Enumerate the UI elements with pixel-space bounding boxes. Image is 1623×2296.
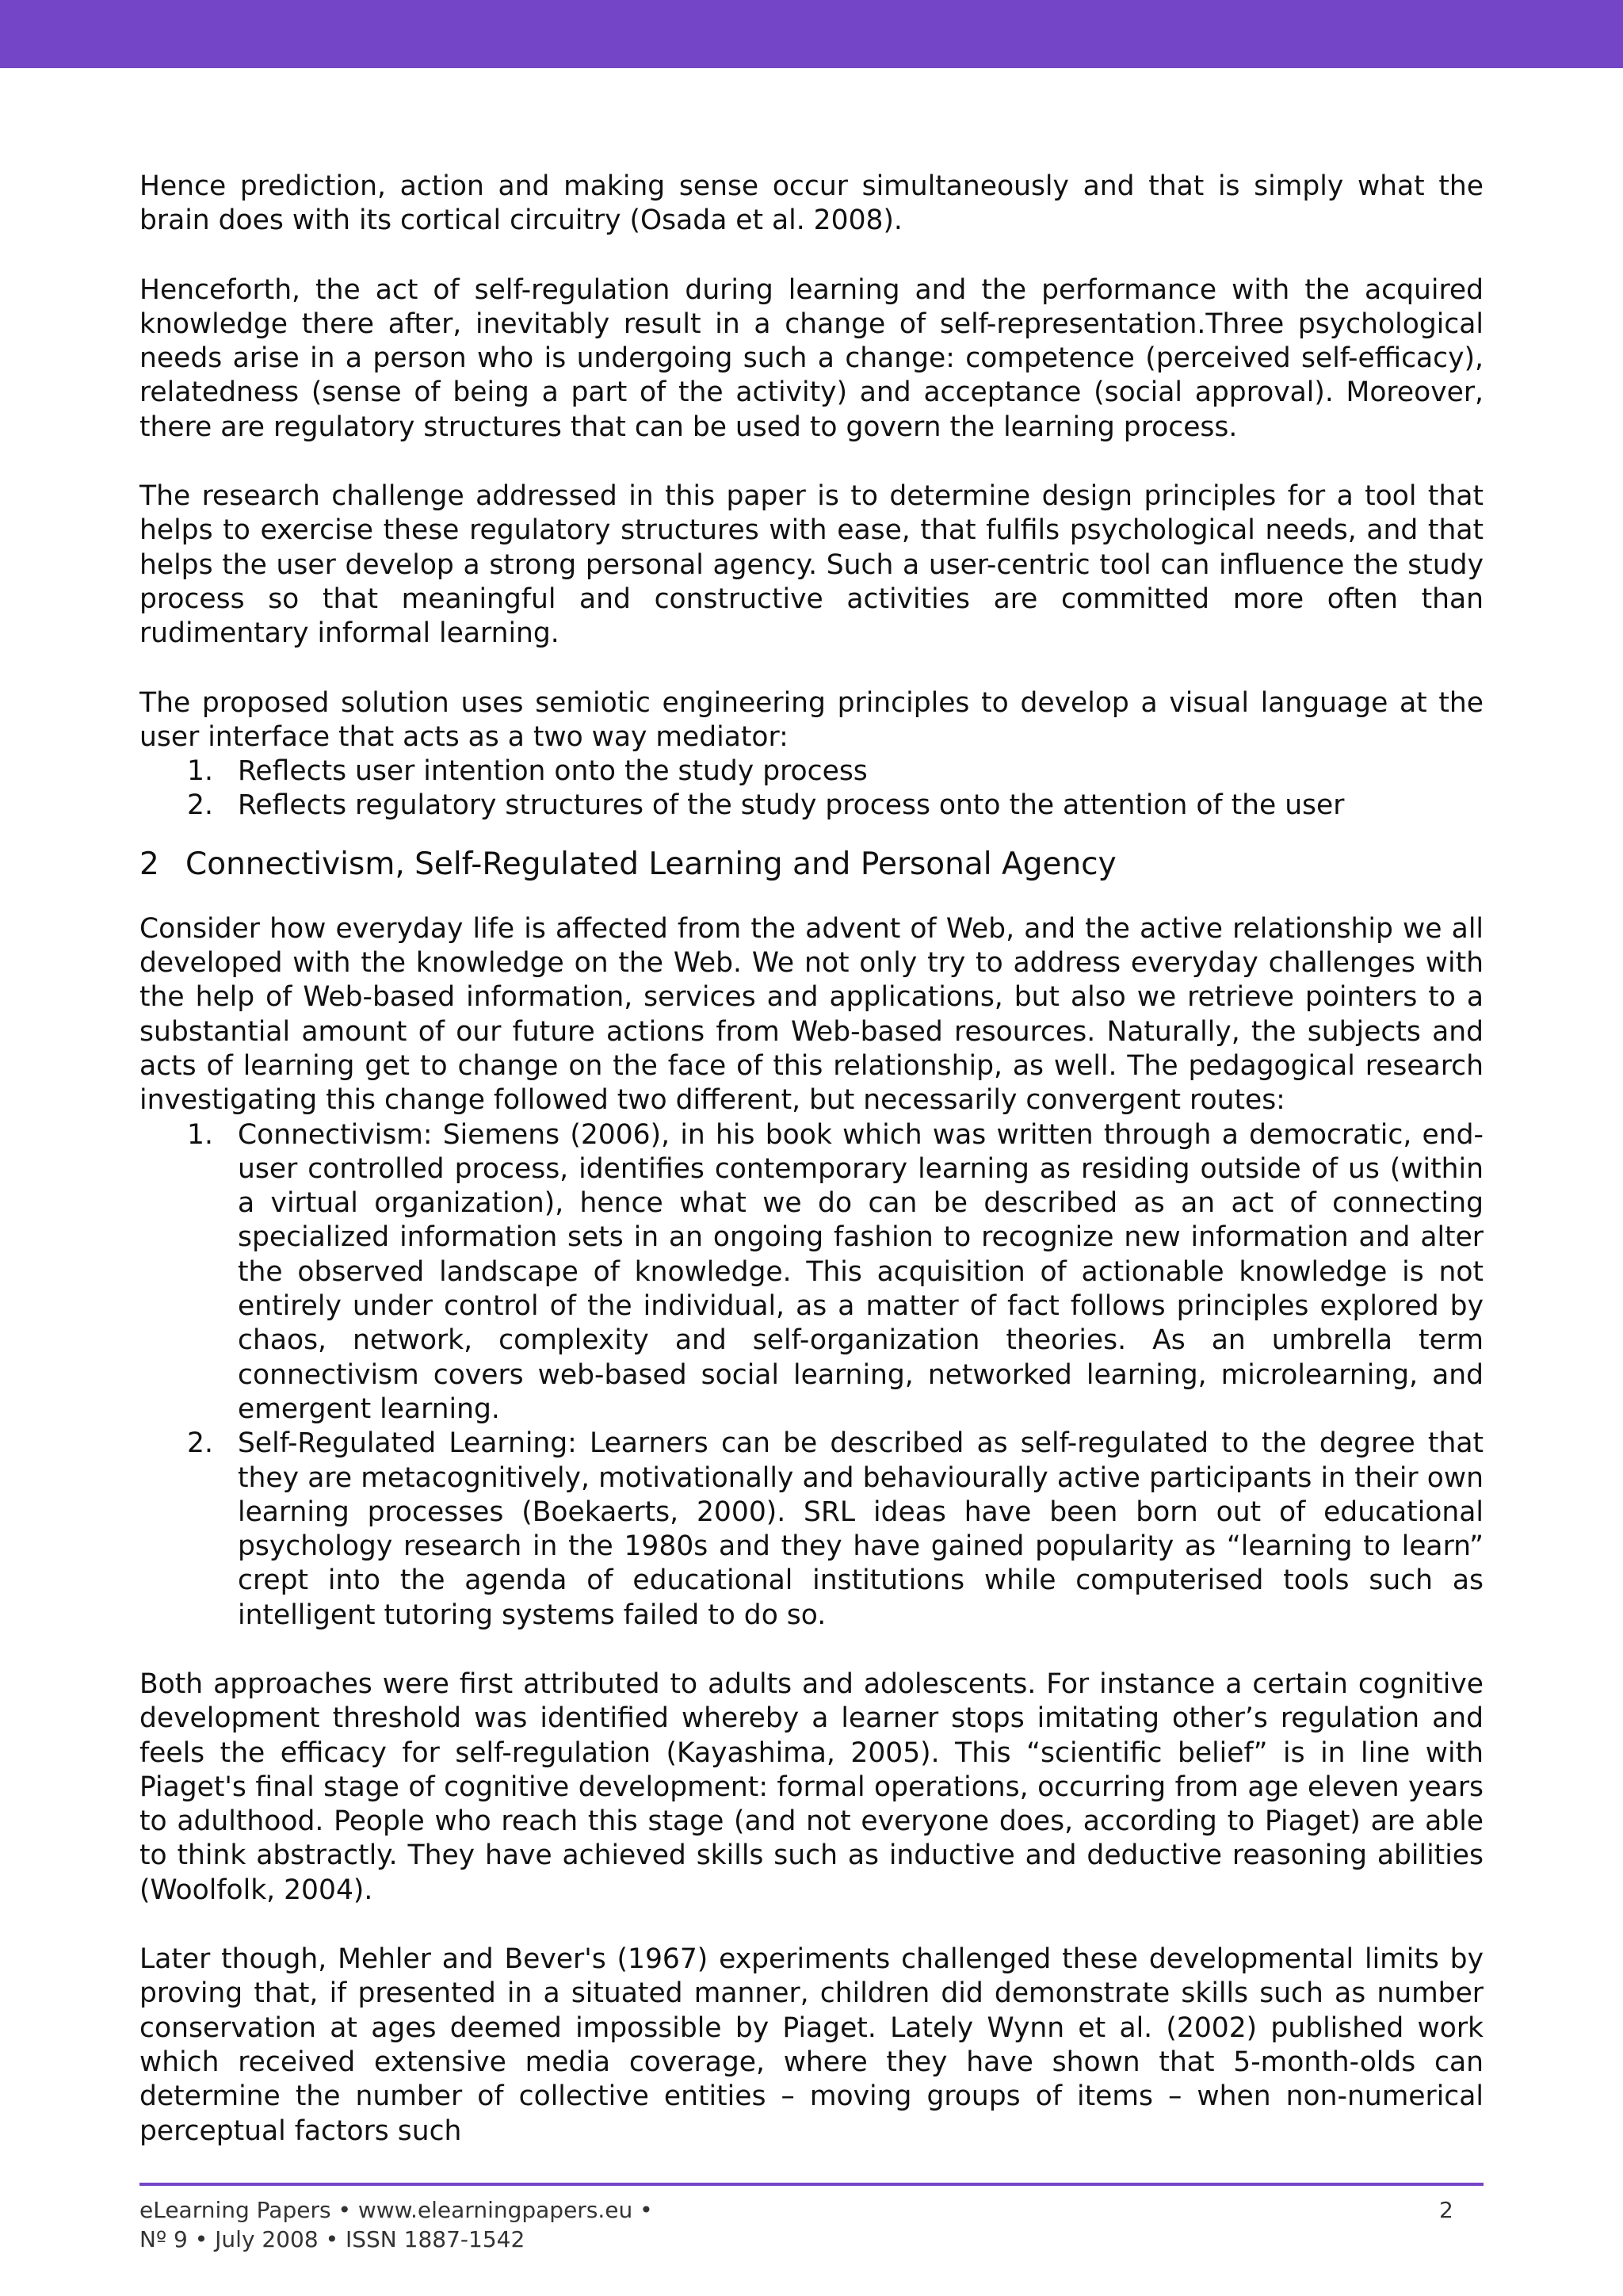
footer-info: [139, 2195, 653, 2254]
footer-publication: eLearning Papers • www.elearningpapers.eu •: [139, 2197, 653, 2223]
paragraph: Later though, Mehler and Bever's (1967) experiments challenged these developmental limits by proving that, if presented in a situated manner, children did demonstrate skills such as number conservation at ages deemed impossible by Piaget. Lately Wynn et al. (2002) published work which received extensive media coverage, where they have shown that 5-month-olds can determine the number of collective entities – moving groups of items – when non-numerical perceptual factors such: [139, 1943, 1484, 2147]
page-number: 2: [1439, 2197, 1453, 2223]
list-item-text: Reflects regulatory structures of the study process onto the attention of the user: [238, 789, 1345, 822]
list-item-text: Reflects user intention onto the study process: [238, 755, 868, 788]
footer-divider: [139, 2183, 1484, 2186]
paragraph: The research challenge addressed in this paper is to determine design principles for a tool that helps to exercise these regulatory structures with ease, that fulfils psychological needs, and that helps the user develop a strong personal agency. Such a user-centric tool can influence the study process so that meaningful and constructive activities are committed more often than rudimentary informal learning.: [139, 480, 1484, 650]
footer-issue: Nº 9 • July 2008 • ISSN 1887-1542: [139, 2226, 525, 2252]
list-number: 1.: [187, 1118, 213, 1151]
numbered-list: [139, 1118, 1484, 1633]
list-item: [139, 789, 1484, 823]
list-number: 1.: [187, 755, 213, 788]
paragraph: Consider how everyday life is affected from the advent of Web, and the active relationship we all developed with the knowledge on the Web. We not only try to address everyday challenges with the help of Web-based information, services and applications, but also we retrieve pointers to a substantial amount of our future actions from Web-based resources. Naturally, the subjects and acts of learning get to change on the face of this relationship, as well. The pedagogical research investigating this change followed two different, but necessarily convergent routes:: [139, 912, 1484, 1117]
paragraph: Both approaches were first attributed to adults and adolescents. For instance a certain cognitive development threshold was identified whereby a learner stops imitating other’s regulation and feels the efficacy for self-regulation (Kayashima, 2005). This “scientific belief” is in line with Piaget's final stage of cognitive development: formal operations, occurring from age eleven years to adulthood. People who reach this stage (and not everyone does, according to Piaget) are able to think abstractly. They have achieved skills such as inductive and deductive reasoning abilities (Woolfolk, 2004).: [139, 1668, 1484, 1906]
numbered-list: [139, 755, 1484, 823]
paragraph: Hence prediction, action and making sense occur simultaneously and that is simply what the brain does with its cortical circuitry (Osada et al. 2008).: [139, 170, 1484, 237]
list-item: [139, 1118, 1484, 1427]
paragraph: Henceforth, the act of self-regulation during learning and the performance with the acquired knowledge there after, inevitably result in a change of self-representation.Three psychological needs arise in a person who is undergoing such a change: competence (perceived self-efficacy), relatedness (sense of being a part of the activity) and acceptance (social approval). Moreover, there are regulatory structures that can be used to govern the learning process.: [139, 273, 1484, 443]
list-item: [139, 755, 1484, 789]
header-band: [0, 0, 1623, 68]
paragraph: The proposed solution uses semiotic engineering principles to develop a visual language at the user interface that acts as a two way mediator:: [139, 686, 1484, 753]
section-title: Connectivism, Self-Regulated Learning and Personal Agency: [185, 846, 1117, 882]
list-item-text: Connectivism: Siemens (2006), in his book which was written through a democratic, end-user controlled process, identifies contemporary learning as residing outside of us (within a virtual organization), hence what we do can be described as an act of connecting specialized information sets in an ongoing fashion to recognize new information and alter the observed landscape of knowledge. This acquisition of actionable knowledge is not entirely under control of the individual, as a matter of fact follows principles explored by chaos, network, complexity and self-organization theories. As an umbrella term connectivism covers web-based social learning, networked learning, microlearning, and emergent learning.: [238, 1118, 1484, 1425]
list-item: [139, 1427, 1484, 1633]
list-item-text: Self-Regulated Learning: Learners can be described as self-regulated to the degree that they are metacognitively, motivationally and behaviourally active participants in their own learning processes (Boekaerts, 2000). SRL ideas have been born out of educational psychology research in the 1980s and they have gained popularity as “learning to learn” crept into the agenda of educational institutions while computerised tools such as intelligent tutoring systems failed to do so.: [238, 1427, 1484, 1631]
list-number: 2.: [187, 789, 213, 822]
page-body: [139, 170, 1484, 2149]
section-heading: [139, 846, 1484, 884]
list-number: 2.: [187, 1427, 213, 1460]
section-number: 2: [139, 846, 159, 882]
